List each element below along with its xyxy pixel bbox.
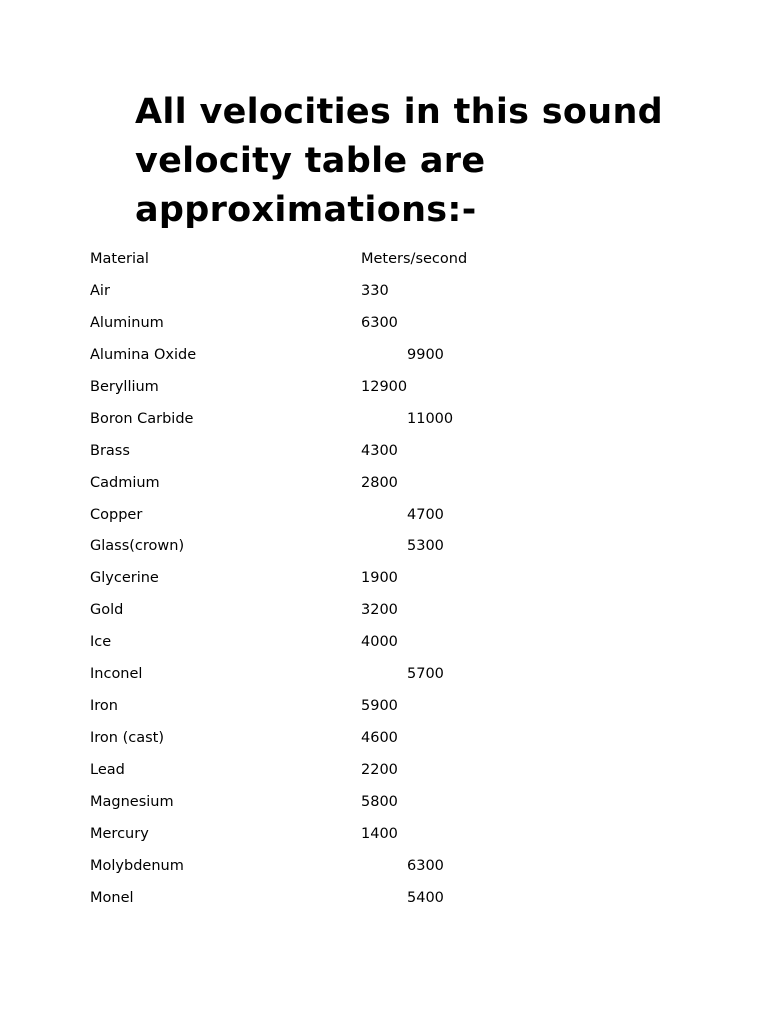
material-cell: Iron (cast) (90, 730, 165, 747)
table-row (90, 346, 690, 378)
table-row (90, 378, 690, 410)
table-row (90, 729, 690, 761)
material-cell: Cadmium (90, 474, 160, 491)
velocity-cell: 1900 (361, 570, 398, 587)
velocity-cell: 2800 (361, 474, 398, 491)
velocity-cell: 5900 (361, 698, 398, 715)
material-cell: Ice (90, 634, 112, 651)
velocity-cell: 5700 (407, 666, 444, 683)
velocity-cell: 3200 (361, 602, 398, 619)
velocity-cell: 4300 (361, 442, 398, 459)
material-cell: Boron Carbide (90, 410, 194, 427)
table-row (90, 665, 690, 697)
material-cell: Magnesium (90, 793, 174, 810)
material-cell: Glycerine (90, 570, 159, 587)
table-header-row (90, 250, 690, 282)
table-row (90, 537, 690, 569)
velocity-cell: 5300 (407, 538, 444, 555)
table-row (90, 761, 690, 793)
material-cell: Glass(crown) (90, 538, 185, 555)
material-cell: Iron (90, 698, 118, 715)
velocity-cell: 12900 (361, 378, 408, 395)
material-cell: Mercury (90, 825, 149, 842)
table-row (90, 889, 690, 921)
table-row (90, 601, 690, 633)
velocity-cell: 6300 (361, 314, 398, 331)
velocity-cell: 9900 (407, 346, 444, 363)
material-cell: Alumina Oxide (90, 346, 197, 363)
table-row (90, 825, 690, 857)
velocity-cell: 4600 (361, 730, 398, 747)
table-row (90, 474, 690, 506)
velocity-column-header: Meters/second (361, 251, 468, 267)
table-row (90, 857, 690, 889)
material-cell: Air (90, 282, 110, 299)
material-cell: Aluminum (90, 314, 164, 331)
velocity-cell: 330 (361, 282, 389, 299)
velocity-cell: 2200 (361, 762, 398, 778)
material-cell: Molybdenum (90, 857, 184, 874)
material-cell: Lead (90, 762, 125, 778)
velocity-cell: 5400 (407, 889, 444, 906)
document-title: All velocities in this sound velocity table are approximations:- (135, 92, 664, 230)
table-row (90, 633, 690, 665)
table-row (90, 282, 690, 314)
material-cell: Beryllium (90, 378, 159, 395)
table-row (90, 793, 690, 825)
table-row (90, 314, 690, 346)
table-row (90, 442, 690, 474)
table-row (90, 410, 690, 442)
material-column-header: Material (90, 251, 149, 267)
velocity-cell: 4700 (407, 506, 444, 523)
table-row (90, 697, 690, 729)
sound-velocity-table (90, 250, 690, 921)
velocity-cell: 6300 (407, 857, 444, 874)
material-cell: Inconel (90, 666, 143, 683)
velocity-cell: 5800 (361, 793, 398, 810)
velocity-cell: 11000 (407, 410, 454, 427)
material-cell: Gold (90, 602, 124, 619)
velocity-cell: 1400 (361, 825, 398, 842)
material-cell: Brass (90, 442, 130, 459)
material-cell: Monel (90, 889, 134, 906)
table-row (90, 569, 690, 601)
velocity-cell: 4000 (361, 634, 398, 651)
table-row (90, 506, 690, 538)
material-cell: Copper (90, 506, 143, 523)
